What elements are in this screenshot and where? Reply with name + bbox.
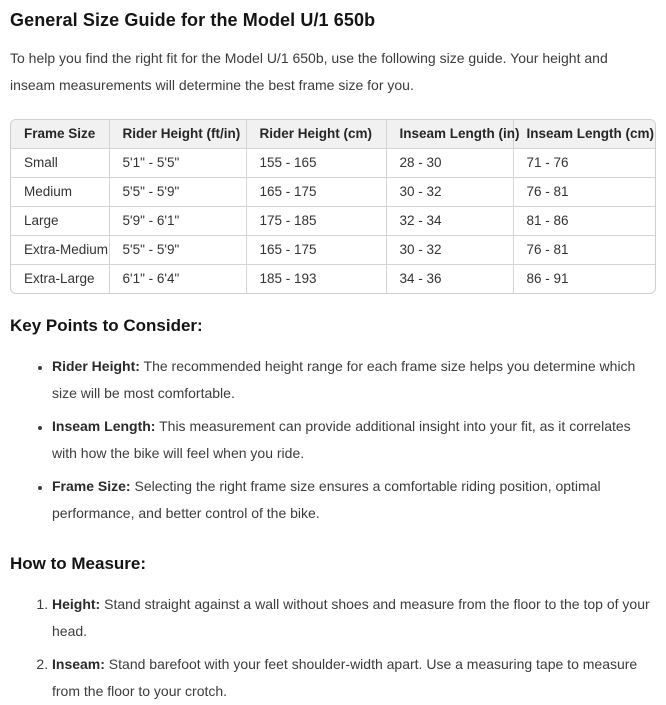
table-row xyxy=(11,148,656,177)
table-cell: 28 - 30 xyxy=(386,148,513,177)
list-item-text: Selecting the right frame size ensures a comfortable riding position, optimal performance, and better control of the bike. xyxy=(52,478,601,521)
list-item xyxy=(52,353,652,407)
list-item-text: This measurement can provide additional insight into your fit, as it correlates with how the bike will feel when you ride. xyxy=(52,418,631,461)
key-points-heading: Key Points to Consider: xyxy=(10,316,203,335)
table-cell: 32 - 34 xyxy=(386,206,513,235)
table-cell: 86 - 91 xyxy=(513,264,656,293)
table-cell: 71 - 76 xyxy=(513,148,656,177)
table-cell: 81 - 86 xyxy=(513,206,656,235)
size-guide-table xyxy=(10,119,656,294)
how-to-measure-heading: How to Measure: xyxy=(10,554,147,573)
list-item xyxy=(52,591,652,645)
how-to-measure-list xyxy=(10,591,656,705)
header-cell-rider-height-ftin: Rider Height (ft/in) xyxy=(109,120,246,148)
list-item-label: Frame Size: xyxy=(52,478,131,494)
table-cell: Large xyxy=(11,206,109,235)
table-cell: 76 - 81 xyxy=(513,235,656,264)
table-cell: 76 - 81 xyxy=(513,177,656,206)
list-item xyxy=(52,413,652,467)
table-cell: 165 - 175 xyxy=(246,235,386,264)
list-item-label: Rider Height: xyxy=(52,358,140,374)
table-cell: 5'1" - 5'5" xyxy=(109,148,246,177)
table-cell: 185 - 193 xyxy=(246,264,386,293)
list-item-text: Stand barefoot with your feet shoulder-width apart. Use a measuring tape to measure from the floor to your crotch. xyxy=(52,656,638,699)
table-cell: 30 - 32 xyxy=(386,177,513,206)
table-cell: 30 - 32 xyxy=(386,235,513,264)
header-cell-frame-size: Frame Size xyxy=(11,120,109,148)
table-cell: 34 - 36 xyxy=(386,264,513,293)
page-title: General Size Guide for the Model U/1 650b xyxy=(10,10,376,30)
table-cell: Extra-Medium xyxy=(11,235,109,264)
table-row xyxy=(11,264,656,293)
table-cell: 5'5" - 5'9" xyxy=(109,235,246,264)
intro-paragraph: To help you find the right fit for the Model U/1 650b, use the following size guide. Your height and inseam measurements will determine the best frame size for you. xyxy=(10,50,608,93)
table-row xyxy=(11,235,656,264)
header-cell-inseam-cm: Inseam Length (cm) xyxy=(513,120,656,148)
list-item-label: Inseam Length: xyxy=(52,418,156,434)
table-cell: 6'1" - 6'4" xyxy=(109,264,246,293)
table-row xyxy=(11,206,656,235)
table-cell: 155 - 165 xyxy=(246,148,386,177)
list-item xyxy=(52,651,652,705)
table-cell: 5'9" - 6'1" xyxy=(109,206,246,235)
list-item-text: The recommended height range for each frame size helps you determine which size will be most comfortable. xyxy=(52,358,636,401)
list-item xyxy=(52,473,652,527)
table-cell: 175 - 185 xyxy=(246,206,386,235)
list-item-text: Stand straight against a wall without shoes and measure from the floor to the top of your head. xyxy=(52,596,650,639)
table-cell: Small xyxy=(11,148,109,177)
list-item-label: Inseam: xyxy=(52,656,105,672)
table-row xyxy=(11,177,656,206)
header-cell-inseam-in: Inseam Length (in) xyxy=(386,120,513,148)
table-cell: 5'5" - 5'9" xyxy=(109,177,246,206)
table-header-row xyxy=(11,120,656,148)
header-cell-rider-height-cm: Rider Height (cm) xyxy=(246,120,386,148)
key-points-list xyxy=(10,353,656,527)
list-item-label: Height: xyxy=(52,596,101,612)
table-cell: 165 - 175 xyxy=(246,177,386,206)
table-cell: Medium xyxy=(11,177,109,206)
table-cell: Extra-Large xyxy=(11,264,109,293)
